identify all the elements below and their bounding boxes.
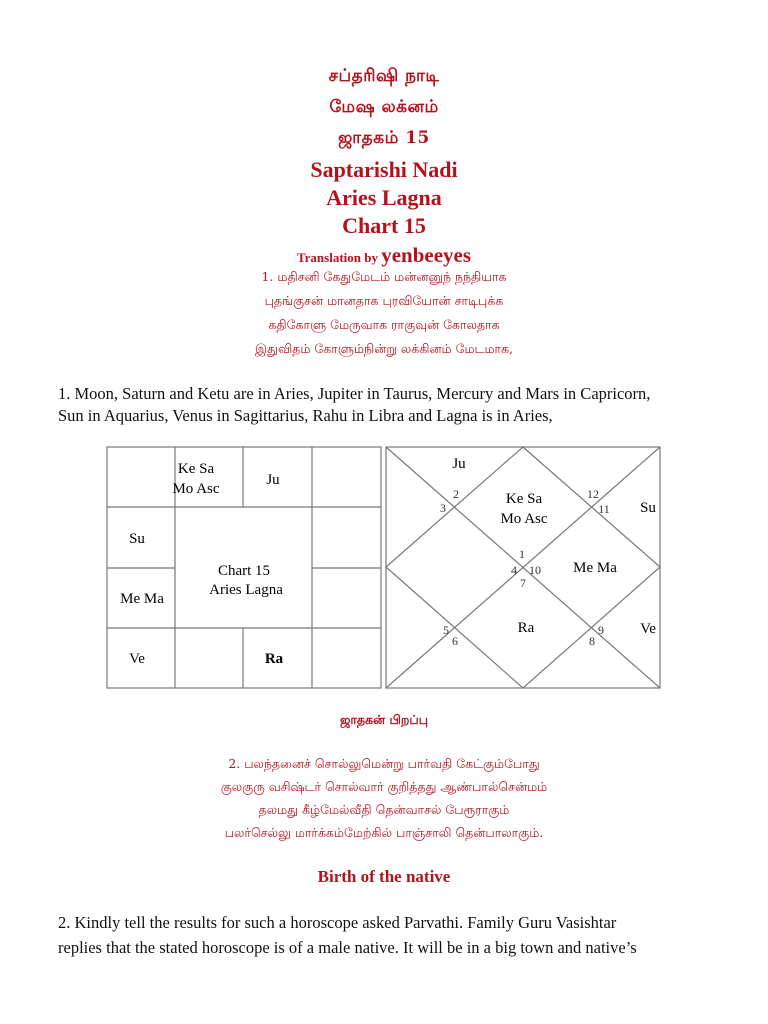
north-top-house: Ju (452, 456, 466, 472)
section-heading-en: Birth of the native (317, 867, 451, 886)
paragraph-line: 2. Kindly tell the results for such a horoscope asked Parvathi. Family Guru Vasishtar (58, 913, 617, 932)
section-heading-tamil: ஜாதகன் பிறப்பு (339, 712, 429, 727)
translation-prefix: Translation by (296, 250, 378, 265)
south-indian-chart (106, 446, 382, 690)
north-lagna-line1: Ke Sa (505, 491, 543, 507)
south-capricorn: Me Ma (120, 591, 164, 607)
north-bottom-center: Ra (517, 620, 535, 636)
verse-line: பலர்செல்லு மார்க்கம்மேற்கில் பாஞ்சாலி தென்பாலாகும். (224, 825, 544, 840)
house-number: 8 (589, 634, 595, 648)
title-en-3: Chart 15 (342, 213, 426, 238)
verse-2 (0, 752, 768, 844)
house-number: 10 (529, 563, 541, 577)
verse-line: 1. மதிசனி கேதுமேடம் மன்னனுந் நந்தியாக (261, 269, 507, 284)
house-number: 9 (598, 623, 604, 637)
north-lagna-line2: Mo Asc (500, 511, 548, 527)
north-right-mid: Me Ma (573, 560, 617, 576)
translator-name: yenbeeyes (381, 243, 472, 267)
south-taurus: Ju (266, 472, 280, 488)
south-aquarius: Su (129, 531, 145, 547)
title-tamil-1: சப்தரிஷி நாடி (328, 66, 440, 86)
south-sagittarius: Ve (129, 651, 145, 667)
paragraph-line: 1. Moon, Saturn and Ketu are in Aries, Jupiter in Taurus, Mercury and Mars in Capricorn, (58, 384, 651, 403)
title-tamil-3: ஜாதகம் 15 (338, 128, 430, 148)
title-en-1: Saptarishi Nadi (310, 157, 458, 182)
title-tamil-2: மேஷ லக்னம் (329, 97, 439, 117)
paragraph-line: Sun in Aquarius, Venus in Sagittarius, Rahu in Libra and Lagna is in Aries, (58, 406, 553, 425)
north-right-bottom: Ve (640, 621, 656, 637)
south-libra: Ra (264, 651, 284, 667)
verse-line: 2. பலந்தனைச் சொல்லுமென்று பார்வதி கேட்கும்போது (228, 756, 540, 771)
house-number: 12 (587, 487, 599, 501)
house-number: 4 (511, 563, 517, 577)
south-center-line1: Chart 15 (217, 563, 271, 579)
house-number: 2 (453, 487, 459, 501)
verse-line: குலகுரு வசிஷ்டர் சொல்வார் குறித்தது ஆண்பால்சென்மம் (220, 779, 548, 794)
house-number: 1 (519, 547, 525, 561)
south-aries-line2: Mo Asc (172, 481, 220, 497)
south-center-line2: Aries Lagna (209, 582, 283, 598)
verse-line: தலமது கீழ்மேல்வீதி தென்வாசல் பேரூராகும் (258, 802, 510, 817)
title-en-2: Aries Lagna (326, 185, 442, 210)
verse-line: இதுவிதம் கோளும்நின்று லக்கினம் மேடமாக, (254, 341, 514, 356)
paragraph-2 (58, 910, 718, 960)
verse-line: கதிகோளு மேருவாக ராகுவுன் கோலதாக (268, 317, 500, 332)
house-number: 3 (440, 501, 446, 515)
paragraph-line: replies that the stated horoscope is of a male native. It will be in a big town and native’s (58, 938, 637, 957)
house-number: 5 (443, 623, 449, 637)
north-indian-chart (385, 446, 661, 690)
house-number: 6 (452, 634, 458, 648)
paragraph-1 (58, 383, 718, 427)
house-number: 11 (598, 502, 610, 516)
house-number: 7 (520, 576, 526, 590)
south-aries-line1: Ke Sa (177, 461, 215, 477)
north-right-top: Su (640, 500, 656, 516)
verse-1 (0, 265, 768, 361)
verse-line: புதங்குசன் மானதாக புரவியோன் சாடிபுக்க (264, 293, 504, 308)
